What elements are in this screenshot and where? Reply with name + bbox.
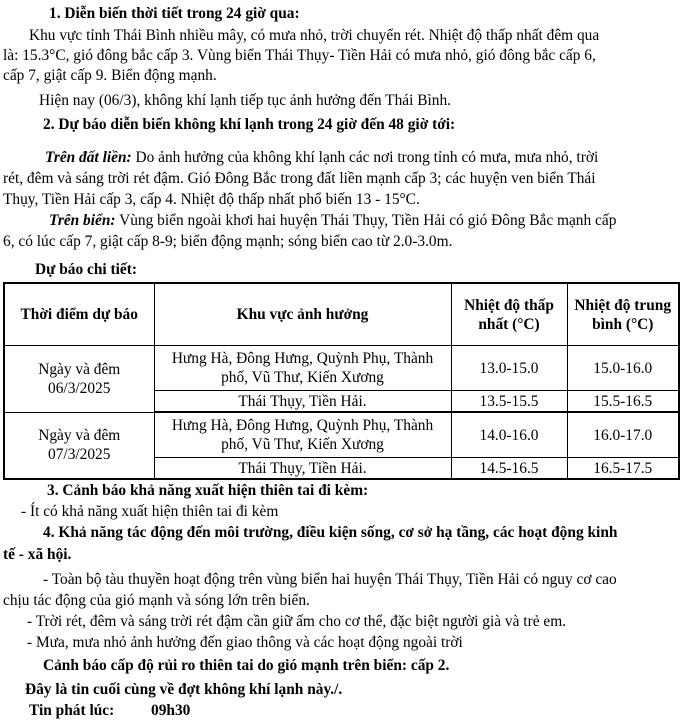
min-temp-cell: 14.5-16.5: [451, 458, 567, 480]
area-cell: Hưng Hà, Đông Hưng, Quỳnh Phụ, Thành phố, Vũ Thư, Kiến Xương: [154, 412, 451, 458]
land-text: Do ảnh hưởng của không khí lạnh các nơi trong tỉnh có mưa, mưa nhỏ, trời: [131, 149, 599, 166]
section1-para-line-1: Khu vực tỉnh Thái Bình nhiều mây, có mưa nhỏ, trời chuyển rét. Nhiệt độ thấp nhất đêm qua: [29, 27, 600, 44]
avg-temp-cell: 15.5-16.5: [567, 391, 679, 413]
area-cell: Thái Thụy, Tiền Hải.: [154, 458, 451, 480]
detail-label: Dự báo chi tiết:: [35, 261, 137, 278]
time-line-1: Ngày và đêm: [38, 427, 121, 445]
forecast-table: [3, 282, 680, 480]
section4-item3: - Mưa, mưa nhỏ ảnh hưởng đến giao thông và các hoạt động ngoài trời: [27, 634, 463, 651]
time-line-2: 07/3/2025: [48, 446, 111, 464]
min-temp-cell: 14.0-16.0: [451, 412, 567, 458]
sea-text: Vùng biển ngoài khơi hai huyện Thái Thụy, Tiền Hải có gió Đông Bắc mạnh cấp: [115, 212, 617, 229]
section1-current: Hiện nay (06/3), không khí lạnh tiếp tục ảnh hưởng đến Thái Bình.: [39, 92, 452, 109]
section2-land-line-1: [45, 148, 598, 168]
section4-heading-line-2: tế - xã hội.: [3, 546, 72, 563]
section2-land-line-3: Thụy, Tiền Hải cấp 3, cấp 4. Nhiệt độ thấp nhất phổ biến 13 - 15°C.: [3, 191, 420, 208]
header-avg-temp: Nhiệt độ trung bình (°C): [567, 283, 679, 346]
header-time: Thời điểm dự báo: [4, 283, 154, 346]
time-cell: [4, 346, 154, 413]
section4-item1-line-2: chịu tác động của gió mạnh và sóng lớn trên biển.: [3, 592, 310, 609]
time-line-1: Ngày và đêm: [38, 360, 121, 378]
section4-item2: - Trời rét, đêm và sáng trời rét đậm cần giữ ấm cho cơ thể, đặc biệt người già và trẻ em.: [27, 613, 567, 630]
section1-heading: 1. Diễn biến thời tiết trong 24 giờ qua:: [49, 5, 300, 22]
section4-item1-line-1: - Toàn bộ tàu thuyền hoạt động trên vùng biển hai huyện Thái Thụy, Tiền Hải có nguy cơ cao: [43, 571, 617, 588]
table-header-row: [4, 283, 679, 346]
min-temp-cell: 13.5-15.5: [451, 391, 567, 413]
land-label: Trên đất liền:: [45, 149, 132, 166]
header-area: Khu vực ảnh hưởng: [154, 283, 451, 346]
section2-land-line-2: rét, đêm và sáng trời rét đậm. Gió Đông Bắc trong đất liền mạnh cấp 3; các huyện ven biển Thái: [3, 170, 596, 187]
avg-temp-cell: 16.5-17.5: [567, 458, 679, 480]
section1-para-line-3: cấp 7, giật cấp 9. Biển động mạnh.: [3, 67, 217, 84]
section2-sea-line-2: 6, có lúc cấp 7, giật cấp 8-9; biển động mạnh; sóng biển cao từ 2.0-3.0m.: [3, 233, 453, 250]
table-row: [4, 412, 679, 458]
issued-time: 09h30: [151, 702, 191, 719]
sea-label: Trên biển:: [49, 212, 116, 229]
section4-heading-line-1: 4. Khả năng tác động đến môi trường, điều kiện sống, cơ sở hạ tầng, các hoạt động kinh: [43, 524, 618, 541]
issued-label: Tin phát lúc:: [29, 702, 115, 719]
section3-item: - Ít có khả năng xuất hiện thiên tai đi kèm: [21, 503, 279, 520]
min-temp-cell: 13.0-15.0: [451, 346, 567, 391]
section3-heading: 3. Cảnh báo khả năng xuất hiện thiên tai đi kèm:: [47, 482, 369, 499]
section2-heading: 2. Dự báo diễn biến không khí lạnh trong 24 giờ đến 48 giờ tới:: [43, 116, 456, 133]
risk-warning: Cảnh báo cấp độ rủi ro thiên tai do gió mạnh trên biển: cấp 2.: [43, 657, 450, 674]
avg-temp-cell: 16.0-17.0: [567, 412, 679, 458]
table-row: [4, 346, 679, 391]
section2-sea-line-1: [49, 211, 616, 231]
time-cell: [4, 412, 154, 479]
section1-para-line-2: là: 15.3°C, gió đông bắc cấp 3. Vùng biển Thái Thụy- Tiền Hải có mưa nhỏ, gió đông bắc cấp 6,: [3, 47, 596, 64]
final-note: Đây là tin cuối cùng về đợt không khí lạnh này./.: [25, 681, 343, 698]
time-line-2: 06/3/2025: [48, 379, 111, 397]
area-cell: Hưng Hà, Đông Hưng, Quỳnh Phụ, Thành phố, Vũ Thư, Kiến Xương: [154, 346, 451, 391]
avg-temp-cell: 15.0-16.0: [567, 346, 679, 391]
header-min-temp: Nhiệt độ thấp nhất (°C): [451, 283, 567, 346]
area-cell: Thái Thụy, Tiền Hải.: [154, 391, 451, 413]
